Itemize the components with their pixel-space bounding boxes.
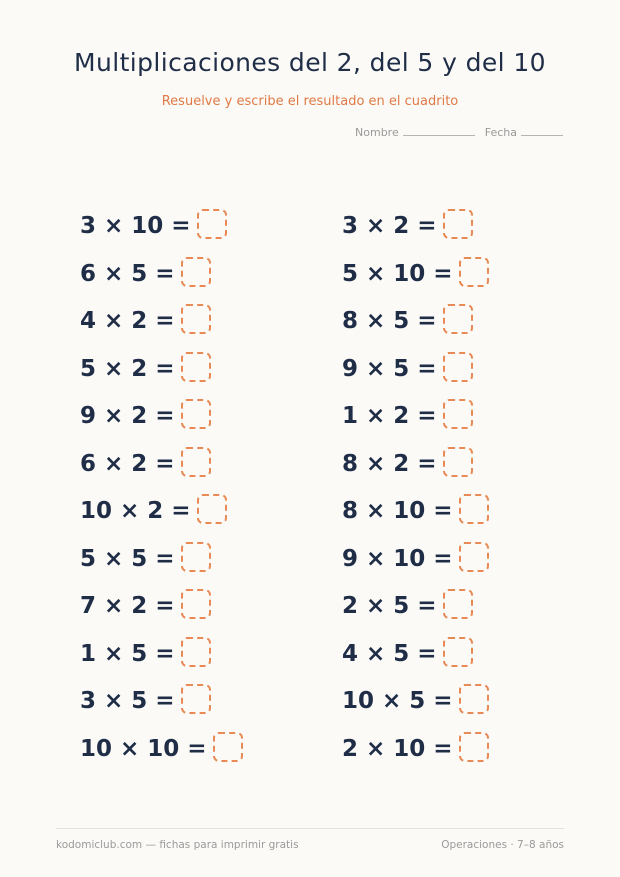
exercise-expression: 7 × 2 = xyxy=(80,593,175,619)
answer-box[interactable] xyxy=(459,542,489,572)
answer-box[interactable] xyxy=(459,257,489,287)
exercise-expression: 1 × 5 = xyxy=(80,640,175,667)
answer-box[interactable] xyxy=(197,494,227,524)
exercise-row xyxy=(342,445,489,493)
exercise-row xyxy=(342,730,489,778)
exercise-row xyxy=(80,350,243,398)
student-meta xyxy=(355,126,563,139)
exercise-row xyxy=(80,587,243,635)
exercise-row xyxy=(80,302,243,350)
answer-box[interactable] xyxy=(181,352,211,382)
answer-box[interactable] xyxy=(181,257,211,287)
answer-box[interactable] xyxy=(181,447,211,477)
exercise-row xyxy=(342,540,489,588)
exercise-row xyxy=(342,635,489,683)
exercise-expression: 10 × 5 = xyxy=(342,688,453,714)
exercise-row xyxy=(342,492,489,540)
right-exercise-column xyxy=(342,207,489,777)
exercise-row xyxy=(80,540,243,588)
exercise-row xyxy=(342,255,489,303)
answer-box[interactable] xyxy=(443,399,473,429)
answer-box[interactable] xyxy=(181,684,211,714)
exercise-expression: 6 × 5 = xyxy=(80,260,175,287)
exercise-expression: 5 × 5 = xyxy=(80,545,175,572)
name-field[interactable] xyxy=(355,126,475,139)
answer-box[interactable] xyxy=(443,209,473,239)
answer-box[interactable] xyxy=(459,494,489,524)
exercise-row xyxy=(80,445,243,493)
left-exercise-column xyxy=(80,207,243,777)
answer-box[interactable] xyxy=(181,399,211,429)
exercise-expression: 5 × 10 = xyxy=(342,260,453,287)
exercise-expression: 1 × 2 = xyxy=(342,403,437,429)
answer-box[interactable] xyxy=(443,304,473,334)
answer-box[interactable] xyxy=(459,684,489,714)
name-line xyxy=(403,134,475,136)
page-subtitle: Resuelve y escribe el resultado en el cuadrito xyxy=(161,94,459,109)
answer-box[interactable] xyxy=(459,732,489,762)
answer-box[interactable] xyxy=(443,352,473,382)
footer-site: kodomiclub.com — fichas para imprimir gratis xyxy=(56,839,299,851)
exercise-row xyxy=(80,635,243,683)
exercise-row xyxy=(342,397,489,445)
exercise-expression: 9 × 2 = xyxy=(80,403,175,429)
answer-box[interactable] xyxy=(443,447,473,477)
exercise-row xyxy=(342,587,489,635)
exercise-row xyxy=(80,682,243,730)
footer-category: Operaciones · 7–8 años xyxy=(441,839,564,851)
exercise-row xyxy=(342,350,489,398)
date-field[interactable] xyxy=(485,126,563,139)
exercise-expression: 6 × 2 = xyxy=(80,450,175,477)
answer-box[interactable] xyxy=(181,637,211,667)
exercise-expression: 4 × 2 = xyxy=(80,308,175,334)
answer-box[interactable] xyxy=(181,304,211,334)
exercise-row xyxy=(342,302,489,350)
exercise-expression: 9 × 5 = xyxy=(342,355,437,382)
exercise-expression: 9 × 10 = xyxy=(342,545,453,572)
exercise-expression: 5 × 2 = xyxy=(80,355,175,382)
exercise-expression: 2 × 5 = xyxy=(342,593,437,619)
exercise-row xyxy=(342,207,489,255)
name-label: Nombre xyxy=(355,126,399,139)
exercise-row xyxy=(80,492,243,540)
exercise-row xyxy=(342,682,489,730)
exercise-expression: 8 × 5 = xyxy=(342,308,437,334)
answer-box[interactable] xyxy=(443,589,473,619)
answer-box[interactable] xyxy=(213,732,243,762)
exercise-row xyxy=(80,397,243,445)
exercise-row xyxy=(80,255,243,303)
exercise-expression: 3 × 2 = xyxy=(342,213,437,239)
exercise-expression: 10 × 10 = xyxy=(80,735,207,762)
answer-box[interactable] xyxy=(181,542,211,572)
footer-divider xyxy=(56,828,564,829)
exercise-row xyxy=(80,207,243,255)
date-label: Fecha xyxy=(484,126,517,139)
exercise-expression: 8 × 2 = xyxy=(342,450,437,477)
answer-box[interactable] xyxy=(197,209,227,239)
page-title: Multiplicaciones del 2, del 5 y del 10 xyxy=(74,48,546,77)
date-line xyxy=(521,134,563,136)
exercise-expression: 2 × 10 = xyxy=(342,735,453,762)
answer-box[interactable] xyxy=(181,589,211,619)
exercise-row xyxy=(80,730,243,778)
exercise-expression: 10 × 2 = xyxy=(80,498,191,524)
exercise-expression: 3 × 5 = xyxy=(80,688,175,714)
exercise-expression: 3 × 10 = xyxy=(80,213,191,239)
answer-box[interactable] xyxy=(443,637,473,667)
exercise-expression: 8 × 10 = xyxy=(342,498,453,524)
exercise-expression: 4 × 5 = xyxy=(342,640,437,667)
